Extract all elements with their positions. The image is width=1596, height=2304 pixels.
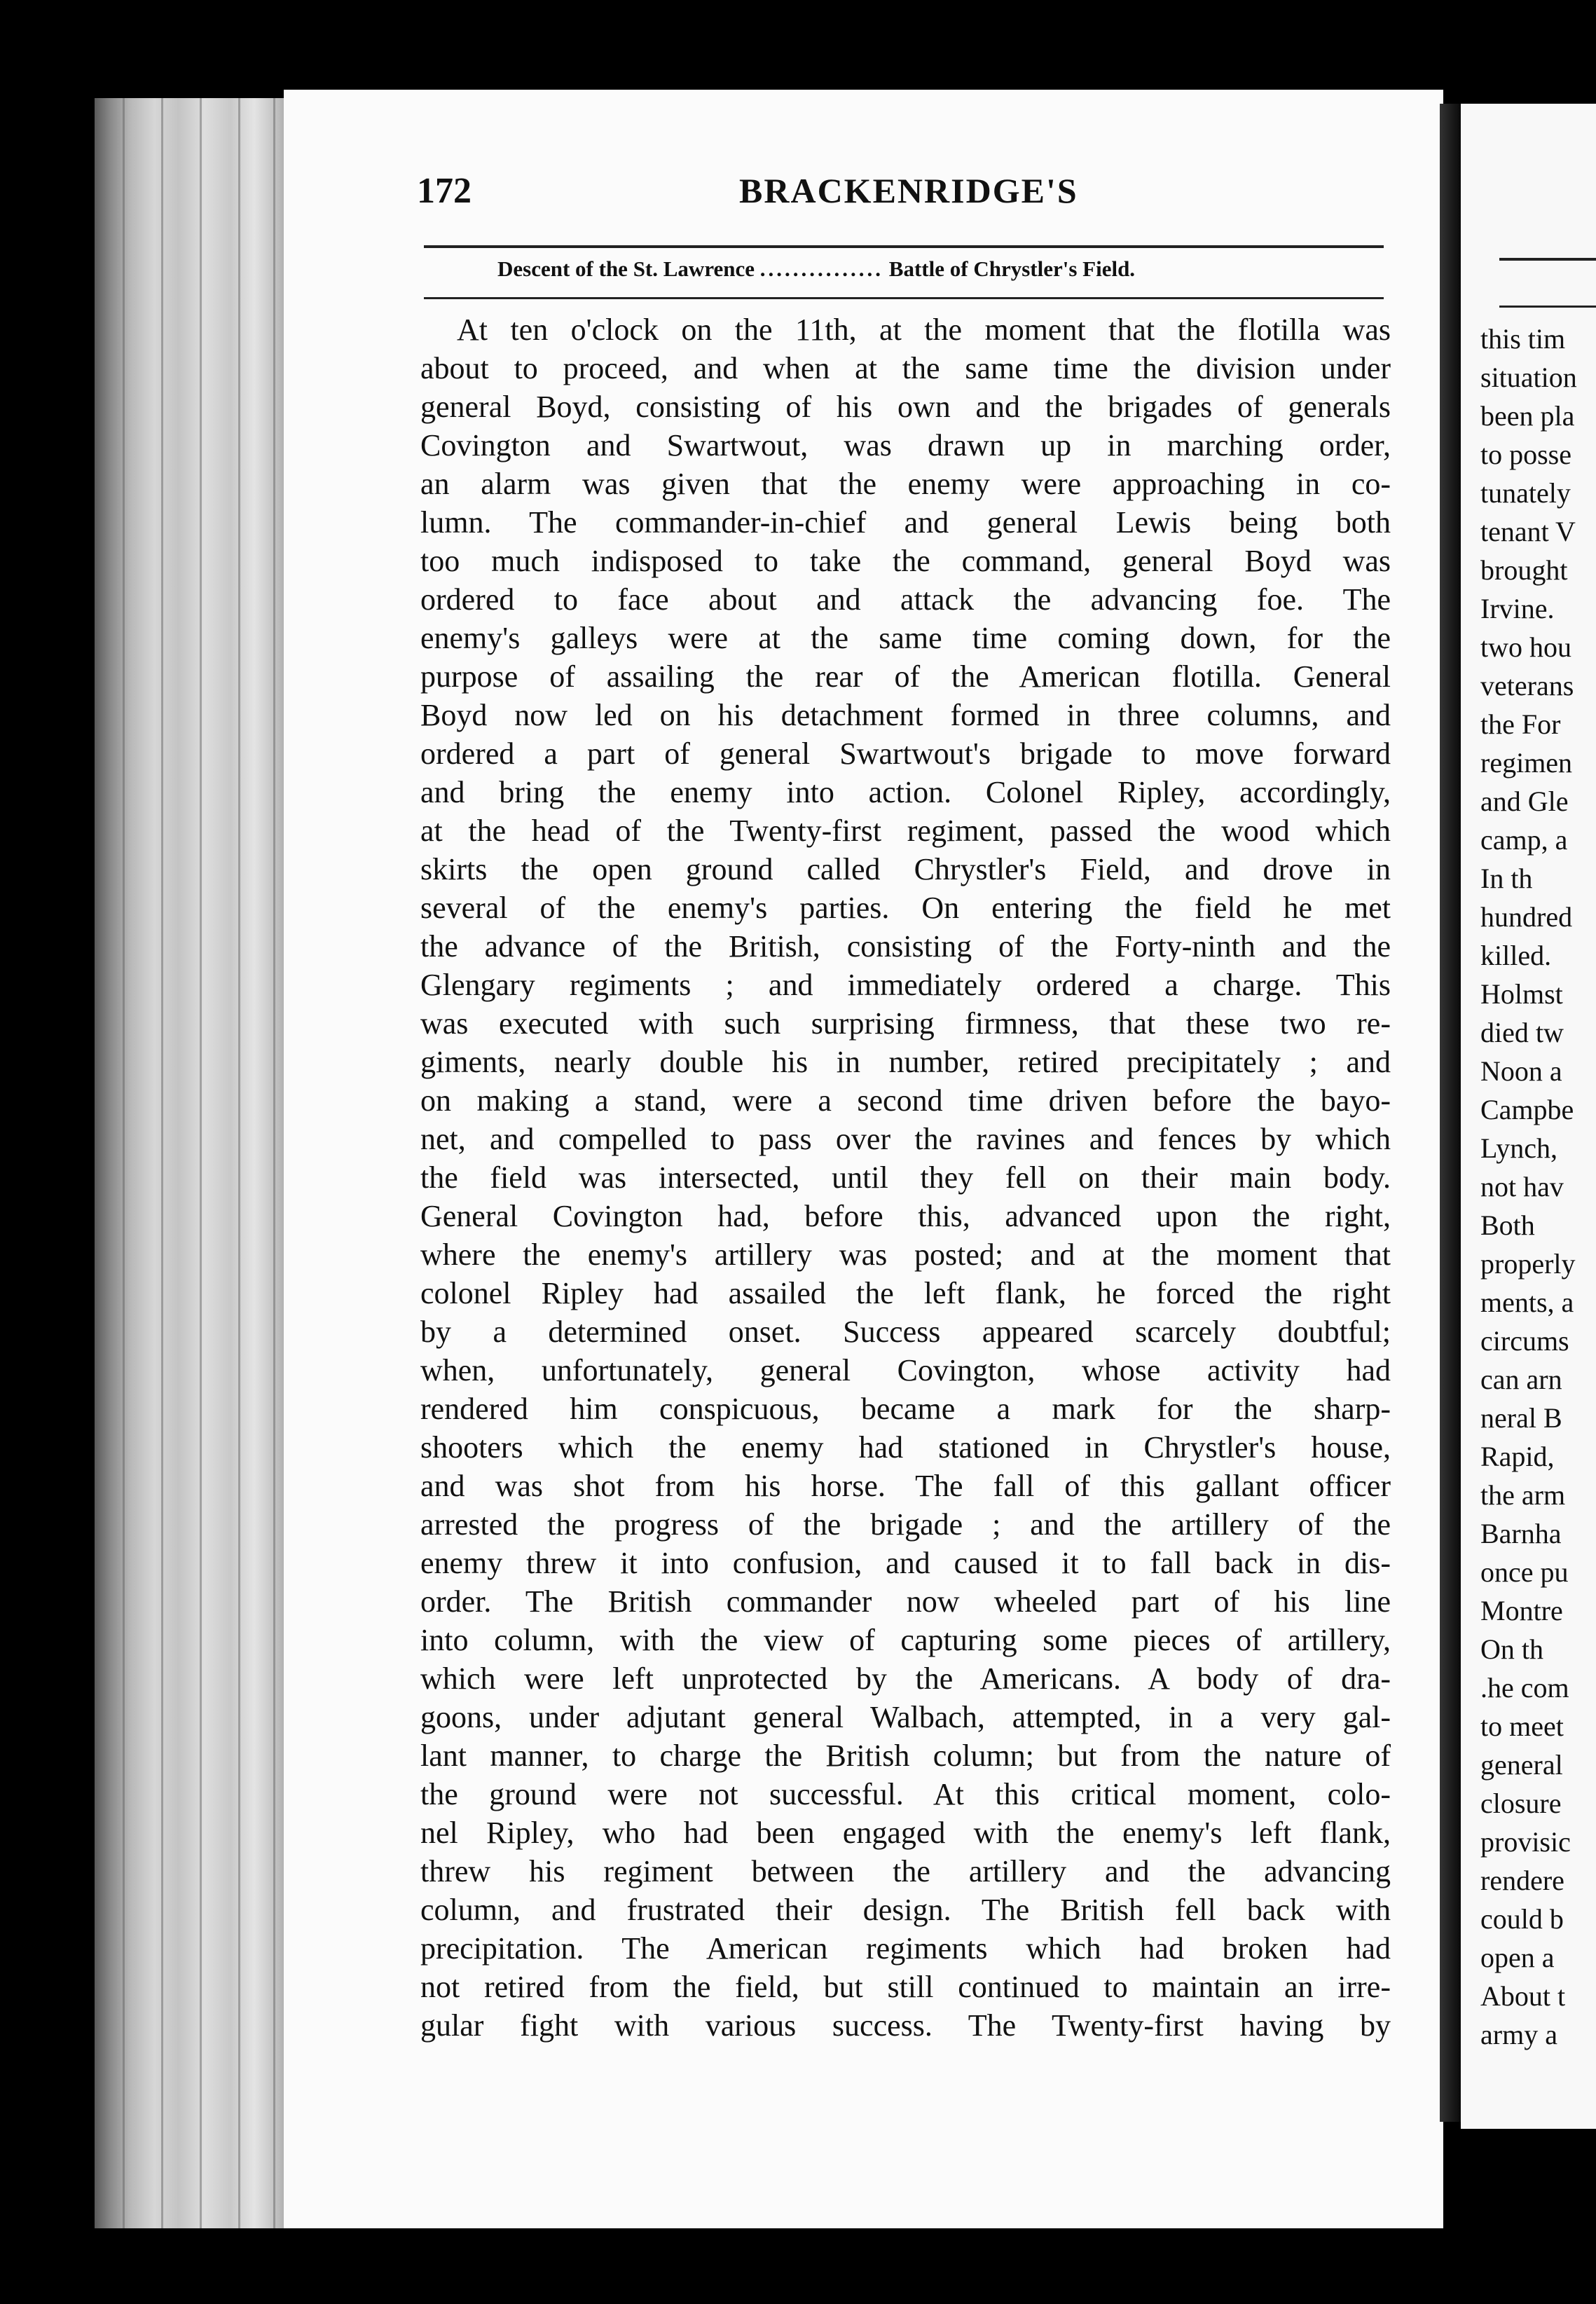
facing-text-line: provisic — [1480, 1826, 1571, 1858]
text-line: precipitation. The American regiments which had broken had — [420, 1931, 1391, 1966]
facing-text-line: ments, a — [1480, 1287, 1574, 1318]
facing-text-line: Rapid, — [1480, 1441, 1555, 1472]
facing-text-line: army a — [1480, 2019, 1557, 2050]
text-line: enemy threw it into confusion, and caused it to fall back in dis- — [420, 1546, 1391, 1580]
text-line: order. The British commander now wheeled part of his line — [420, 1584, 1391, 1619]
facing-text-line: killed. — [1480, 940, 1552, 971]
facing-text-line: veterans — [1480, 670, 1574, 701]
text-line: into column, with the view of capturing some pieces of artillery, — [420, 1623, 1391, 1657]
subhead-dots: ............... — [759, 256, 884, 281]
text-line: an alarm was given that the enemy were approaching in co- — [420, 467, 1391, 501]
text-line: net, and compelled to pass over the ravines and fences by which — [420, 1122, 1391, 1156]
text-line: where the enemy's artillery was posted; and at the moment that — [420, 1237, 1391, 1272]
facing-text-line: to meet — [1480, 1710, 1564, 1742]
facing-text-line: properly — [1480, 1248, 1576, 1280]
text-line: the field was intersected, until they fell on their main body. — [420, 1160, 1391, 1195]
page-number: 172 — [417, 171, 472, 211]
facing-text-line: this tim — [1480, 323, 1566, 355]
facing-text-line: neral B — [1480, 1402, 1562, 1434]
text-line: General Covington had, before this, advanced upon the right, — [420, 1199, 1391, 1233]
facing-text-line: to posse — [1480, 439, 1571, 470]
text-line: enemy's galleys were at the same time coming down, for the — [420, 621, 1391, 655]
facing-text-line: Lynch, — [1480, 1132, 1557, 1164]
text-line: colonel Ripley had assailed the left flank, he forced the right — [420, 1276, 1391, 1310]
book-page-edges — [95, 98, 294, 2228]
facing-text-line: closure — [1480, 1788, 1562, 1819]
page-header — [417, 170, 1384, 226]
facing-text-line: regimen — [1480, 747, 1573, 779]
facing-text-line: About t — [1480, 1980, 1566, 2012]
facing-text-line: the For — [1480, 708, 1561, 740]
book-gutter — [1440, 104, 1461, 2122]
facing-text-line: once pu — [1480, 1556, 1569, 1588]
facing-page-text — [1480, 320, 1577, 2054]
text-line: purpose of assailing the rear of the American flotilla. General — [420, 659, 1391, 694]
text-line: the advance of the British, consisting of the Forty-ninth and the — [420, 929, 1391, 964]
text-line: threw his regiment between the artillery and the advancing — [420, 1854, 1391, 1888]
facing-text-line: Irvine. — [1480, 593, 1555, 624]
facing-text-line: been pla — [1480, 400, 1575, 432]
text-line: skirts the open ground called Chrystler's Field, and drove in — [420, 852, 1391, 886]
header-rule-top — [424, 245, 1384, 248]
text-line: gular fight with various success. The Twenty-first having by — [420, 2008, 1391, 2043]
subhead-right: Battle of Chrystler's Field. — [888, 256, 1136, 281]
text-line: Boyd now led on his detachment formed in three columns, and — [420, 698, 1391, 732]
text-line: lant manner, to charge the British column; but from the nature of — [420, 1739, 1391, 1773]
text-line: ordered a part of general Swartwout's brigade to move forward — [420, 736, 1391, 771]
text-line: about to proceed, and when at the same time the division under — [420, 351, 1391, 385]
facing-text-line: and Gle — [1480, 786, 1569, 817]
facing-text-line: situation — [1480, 362, 1577, 393]
subhead-left: Descent of the St. Lawrence — [497, 256, 755, 281]
facing-page — [1461, 104, 1596, 2129]
text-line: at the head of the Twenty-first regiment, passed the wood which — [420, 814, 1391, 848]
facing-header-rule-bottom — [1499, 306, 1596, 308]
text-line: by a determined onset. Success appeared scarcely doubtful; — [420, 1315, 1391, 1349]
facing-text-line: On th — [1480, 1633, 1543, 1665]
text-line: Glengary regiments ; and immediately ordered a charge. This — [420, 968, 1391, 1002]
text-line: ordered to face about and attack the advancing foe. The — [420, 582, 1391, 617]
facing-text-line: could b — [1480, 1903, 1564, 1935]
facing-text-line: died tw — [1480, 1017, 1564, 1048]
header-rule-bottom — [424, 297, 1384, 299]
book-page — [284, 90, 1443, 2228]
facing-text-line: In th — [1480, 863, 1533, 894]
text-line: giments, nearly double his in number, retired precipitately ; and — [420, 1045, 1391, 1079]
text-line: lumn. The commander-in-chief and general Lewis being both — [420, 505, 1391, 540]
facing-text-line: Both — [1480, 1209, 1535, 1241]
facing-text-line: Noon a — [1480, 1055, 1562, 1087]
text-line: column, and frustrated their design. The British fell back with — [420, 1893, 1391, 1927]
facing-text-line: two hou — [1480, 631, 1571, 663]
facing-text-line: circums — [1480, 1325, 1569, 1357]
text-line: At ten o'clock on the 11th, at the moment that the flotilla was — [457, 313, 1391, 347]
facing-text-line: tenant V — [1480, 516, 1576, 547]
section-subhead — [497, 256, 1380, 282]
text-line: the ground were not successful. At this critical moment, colo- — [420, 1777, 1391, 1811]
facing-text-line: camp, a — [1480, 824, 1568, 856]
text-line: which were left unprotected by the Americans. A body of dra- — [420, 1661, 1391, 1696]
facing-text-line: the arm — [1480, 1479, 1566, 1511]
text-line: not retired from the field, but still continued to maintain an irre- — [420, 1970, 1391, 2004]
text-line: was executed with such surprising firmness, that these two re- — [420, 1006, 1391, 1041]
facing-text-line: hundred — [1480, 901, 1573, 933]
text-line: general Boyd, consisting of his own and the brigades of generals — [420, 390, 1391, 424]
text-line: goons, under adjutant general Walbach, attempted, in a very gal- — [420, 1700, 1391, 1734]
text-line: shooters which the enemy had stationed in Chrystler's house, — [420, 1430, 1391, 1465]
text-line: when, unfortunately, general Covington, whose activity had — [420, 1353, 1391, 1387]
facing-text-line: .he com — [1480, 1672, 1569, 1703]
facing-text-line: not hav — [1480, 1171, 1564, 1202]
text-line: rendered him conspicuous, became a mark for the sharp- — [420, 1392, 1391, 1426]
running-title: BRACKENRIDGE'S — [739, 171, 1078, 210]
text-line: on making a stand, were a second time driven before the bayo- — [420, 1083, 1391, 1118]
text-line: nel Ripley, who had been engaged with the enemy's left flank, — [420, 1816, 1391, 1850]
text-line: and was shot from his horse. The fall of this gallant officer — [420, 1469, 1391, 1503]
body-text — [420, 310, 1391, 2045]
text-line: several of the enemy's parties. On entering the field he met — [420, 891, 1391, 925]
text-line: too much indisposed to take the command, general Boyd was — [420, 544, 1391, 578]
text-line: Covington and Swartwout, was drawn up in marching order, — [420, 428, 1391, 462]
facing-text-line: open a — [1480, 1942, 1555, 1973]
facing-header-rule-top — [1499, 258, 1596, 261]
facing-text-line: Barnha — [1480, 1518, 1562, 1549]
facing-text-line: tunately — [1480, 477, 1571, 509]
facing-text-line: can arn — [1480, 1364, 1562, 1395]
text-line: and bring the enemy into action. Colonel Ripley, accordingly, — [420, 775, 1391, 809]
facing-text-line: Montre — [1480, 1595, 1563, 1626]
facing-text-line: rendere — [1480, 1865, 1564, 1896]
facing-text-line: Holmst — [1480, 978, 1563, 1010]
facing-text-line: Campbe — [1480, 1094, 1574, 1125]
text-line: arrested the progress of the brigade ; and the artillery of the — [420, 1507, 1391, 1542]
facing-text-line: brought — [1480, 554, 1568, 586]
facing-text-line: general — [1480, 1749, 1563, 1781]
